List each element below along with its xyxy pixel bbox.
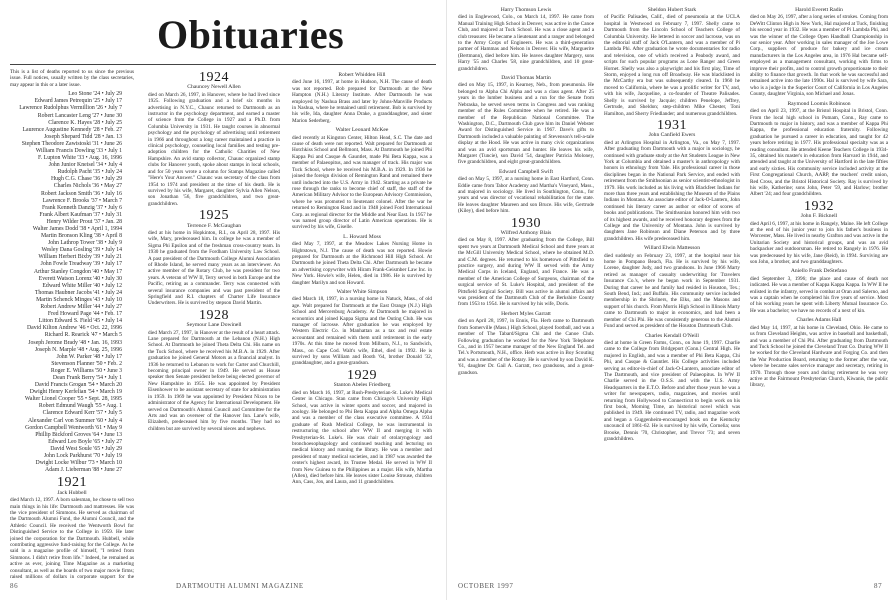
obit-text: died on May 15, 1997, in Kearney, Neb., from pneumonia. He belonged to Alpha Chi Alpha and was a class agent. After 25 years in the lumber business and a run for the Senate from Nebraska, he served seven terms in Congress and was ranking member of the Rules Committee when he retired. He was a member of the Republican National Committee. The Washington, D.C., Dartmouth Club gave him its Daniel Webster Award for Distinguished Service in 1967. Dave's gifts to Dartmouth included a valuable painting of Stevenson's tell-a-tale display at the Hood. He was active in many civic organizations and was an avid sportsman and hunter. He leaves his wife, Margaret (Tuncie), son David '54, daughter Patricia Moloney, five grandchildren, and eight great-grandchildren. bbox=[458, 82, 594, 166]
deaths-list-item: Everett Watson Lorenz '40 • July 30 bbox=[38, 275, 122, 282]
obit-name: L. Howard Moss bbox=[343, 233, 381, 240]
obit-name: Harold Everett Radin bbox=[795, 7, 843, 13]
year-heading-1931: 1931 bbox=[657, 117, 687, 133]
column-6 bbox=[750, 4, 888, 579]
deaths-list-item: Dwight Locke Wilbur '73 • March 10 bbox=[35, 460, 122, 467]
deaths-list-item: Stephen Theodore Zawistoski '31 • June 26 bbox=[21, 140, 122, 147]
obit-name: Willard Elwin Mattesson bbox=[643, 245, 700, 252]
obit-text: died March 27, 1997, in Hanover at the result of a heart attack. Lane prepared for Dartmouth at the Lebanon (N.H.) High School. At Dartmouth he joined Theta Delta Chi. His name on the Tuck School, where he received his M.B.A. in 1929. After graduation he joined General Motors as a financial analyst. In 1936 he returned to Lebanon to work for Carter and Churchill, becoming principal owner in 1949. He served as House speaker then Senate president before being elected governor of New Hampshire in 1955. He was appointed by President Eisenhower to be assistant secretary of state for administration in 1959. In 1969 he was appointed by President Nixon to be administrator of the Agency for International Development. He served on Dartmouth's Alumni Council and Committee for the Arts and was an overseer of the Hanover Inn. Lane's wife, Elizabeth, predeceased him by five months. They had no children but are survived by several nieces and nephews. bbox=[148, 329, 280, 432]
deaths-list-item: Rudolph Pacht '35 • July 24 bbox=[57, 169, 122, 176]
obit-name: Seymour Lane Dowinell bbox=[186, 322, 242, 329]
deaths-list-item: Joseph N. Marple '48 • Aug. 25, 1996 bbox=[34, 346, 122, 353]
deaths-list-item: William Herbert Bixby '39 • July 21 bbox=[38, 254, 122, 261]
deaths-list-item: John W. Parker '48 • July 17 bbox=[56, 353, 122, 360]
column-5 bbox=[604, 4, 740, 579]
page-title: Obituaries bbox=[157, 12, 345, 57]
title-rule bbox=[10, 64, 436, 65]
deaths-list-item: David West Soule '65 • July 29 bbox=[50, 445, 122, 452]
obit-name: Edward Campbell Swift bbox=[498, 168, 554, 175]
deaths-list-item: Roger E. Williams '50 • June 3 bbox=[50, 367, 122, 374]
obit-name: Charles Kendall O'Neill bbox=[645, 332, 699, 339]
deaths-list-item: Richard R. Rearick '47 • March 5 bbox=[44, 332, 122, 339]
obit-text: died on March 16, 1997, at Rush-Presbyterian-St. Luke's Medical Center in Chicago. Stan came from Chicago's University High School, was active in winter sports and soccer, and majored in zoology. He belonged to Phi Beta Kappa and Alpha Omega Alpha and was a member of the class executive committee. A 1934 graduate of Rush Medical College, he was instrumental in restructuring the school after WW II and merging it with Presbyterian-St. Luke's. He was chair of otolaryngology and bronchoesophagology and continued teaching and lecturing on medical history and running the library. He was a member and president of many medical societies, and in 1987 was awarded the center's highest award, its Trustee Medal. He served in WW II from New Guinea to the Philippines as a major. His wife, Martha (Allen), died before him. He leaves sister Louise Strouse, children Ann, Cass, Jon, and Laura, and 11 grandchildren. bbox=[292, 389, 432, 486]
right-page bbox=[450, 0, 896, 600]
obit-text: died May 7, 1997, at the Meadow Lakes Nursing Home in Hightstown, N.J. The cause of death was not reported. Howie prepared for Dartmouth at the Richmond Hill High School. At Dartmouth he joined Theta Delta Chi. After Dartmouth he became an advertising copywriter with Hiram Frank-Geismber Law Inc. in New York. Howie's wife, Helen, died in 1986. He is survived by daughter Marilyn and son Howard. bbox=[292, 241, 432, 286]
obit-name: Terrence F. McGaughan bbox=[187, 222, 241, 229]
deaths-list-item: Wesley Dana Gosling '39 • July 14 bbox=[41, 247, 122, 254]
obit-name: Robert Whidden Hill bbox=[338, 72, 386, 78]
obit-text: died recently at Kingston Center, Hilton Head, S.C. The date and cause of death were not reported. Walt prepared for Dartmouth at Hotchkiss School and Bellmont, Mass. At Dartmouth he joined Phi Kappa Psi and Casque & Gauntlet, made Phi Beta Kappa, was a member of Palaeopitus, and was manager of track. His major was Tuck School, where he received his M.B.A. in 1929. In 1936 he joined the foreign division of Remington Rand and remained there until inducted into the U.S. Army in 1942. Starting as a private he rose through the ranks to become chief of staff, the staff of the American Military Advisor to the European Advisory Commission, where he was promoted to lieutenant colonel. After the war he returned to Remington Rand and in 1948 joined Ford International Corp. as regional director for the Middle and Near East. In 1957 he was named group director of Latin American operations. He is survived by his wife, Giselle. bbox=[292, 134, 432, 231]
deaths-list-item: Walter Lionel Cooper '55 • Sept. 28, 1995 bbox=[24, 396, 122, 403]
obit-text: died on May 26, 1997, after a long series of strokes. Coming from DeWitt Clinton High in New York, Hal majored at Tuck, finishing his second year in 1932. He was a member of Pi Lambda Phi, and was the winner of the College Open Handball Championship in our senior year. After working in sales manager of the Joe Lowe Corp., suppliers of produce for bakery and ice cream manufacturers in the Los Angeles area, in 1976 Hal became self-employed as a management consultant, working with firms to improve their profits, and to control growth proportionate to their ability to finance that growth. In that work he was successful and remained active into the late 1990s. Hal is survived by wife Sara, who is a judge in the Superior Court of California in Los Angeles County, daughter Virginia, son Michael and Jonas. bbox=[750, 14, 888, 98]
deaths-list-item: Clarence K. Hayes '28 • July 25 bbox=[48, 119, 122, 126]
column-2 bbox=[148, 69, 280, 579]
deaths-list-item: Walter James Dodd '38 • April 1, 1994 bbox=[32, 226, 122, 232]
deaths-list-item: Laurence Augustine Kennedy '28 • Feb. 27 bbox=[22, 126, 122, 133]
deaths-list-item: Lawrence Rudolphus Vermillion '26 • July 7 bbox=[19, 105, 122, 112]
deaths-list-item: Gordon Campbell Wentworth '61 • May 9 bbox=[25, 424, 122, 431]
deaths-list-item: Robert Jackson Smith '36 • July 16 bbox=[40, 190, 122, 197]
column-3 bbox=[292, 69, 432, 579]
deaths-list-item: Leo Stone '24 • July 29 bbox=[68, 91, 122, 98]
obit-name: Walter Leonard McKee bbox=[335, 127, 389, 134]
deaths-list-item: Alexander Carl von Summer '60 • July 4 bbox=[27, 417, 122, 424]
deaths-list-item: Clarence Edward Kerr '57 • July 5 bbox=[42, 410, 122, 417]
deaths-list-item: Joseph Shepard Tidd '28 • Jan. 13 bbox=[44, 133, 122, 140]
obit-text: died on April 28, 1997, in Ennis, Fla. Herb came to Dartmouth from Somerville (Mass.) High School, played football, and was a member of The Tabard/Sigma Chi and the Canoe Club. Following graduation he worked for the New York Telephone Co., and in 1957 became manager of the New England Tel. and Tel.'s Portsmouth, N.H., office. Herb was active in Boy Scouting and was a member of the Rotary. He is survived by son David K. '61, daughter Dr. Gail A. Garratt, two grandsons, and a great-grandson. bbox=[458, 318, 594, 376]
obit-name: Raymond Loomis Robinson bbox=[787, 100, 851, 107]
deaths-list-item: Martin Schenck Minges '43 • July 10 bbox=[36, 296, 122, 303]
footer-issue-date: OCTOBER 1997 bbox=[458, 582, 514, 590]
deaths-list-item: William Francis Dowling '33 • July 1 bbox=[35, 147, 122, 154]
year-heading-1929: 1929 bbox=[347, 367, 377, 383]
deaths-list-item: Edward James Petrequin '25 • July 17 bbox=[34, 98, 122, 105]
deaths-list-item: Dean Frank Berry '54 • July 1 bbox=[52, 374, 122, 381]
deaths-list-item: Hugh C.G. Chase '36 • July 29 bbox=[50, 176, 122, 183]
deaths-list-item: Phillip Bickford Groves '64 • June 13 bbox=[35, 431, 122, 438]
deaths-list-item: Joseph Jerome Brady '48 • Jan. 16, 1993 bbox=[28, 339, 122, 346]
deaths-list-item: Stevenson Flanner '50 • Feb. 2 bbox=[51, 360, 122, 367]
obit-name: David Thomas Martin bbox=[501, 75, 551, 82]
obit-name: Herbert Myles Garratt bbox=[501, 310, 551, 317]
obit-text: died at home in Green Farms, Conn., on June 19, 1997. Charlie came to the College from Bridgeport (Conn.) Central High. He majored in English, and was a member of Phi Beta Kappa, Chi Phi, and Casque & Gauntlet. His College activities included serving as editor-in-chief of Jack-O-Lantern, associate editor of The Dartmouth, and vice president of Palaeopitus. In WW II Charlie served in the O.S.S. and with the U.S. Army Headquarters in the E.T.O. Before and after those years he was a writer for newspapers, radio, magazines, and movies until returning from Hollywood to Connecticut to begin work on his first book, Morning Time, an historical novel which was published in 1949. He continued TV, radio, and magazine work and began a Guggenheim-encouraged book on the Kentucky uncouncil of 1861-62. He is survived by his wife, Cornelia; sons Brooke, Dennis '70, Christopher, and Trevor '73; and seven grandchildren. bbox=[604, 339, 740, 442]
year-heading-1930: 1930 bbox=[511, 215, 541, 231]
obit-text: died March 12, 1997. A born salesman, he chose to sell two main things in his life: Dartmouth and mattresses. He was the vice president of Simmons. He served as chairman of the Dartmouth Alumni Fund, the Alumni Council, and the Athletic Council. He received the Wentworth Bowl for Distinguished Service to the College in 1959. He later joined the corporation for the Dartmouth. Hubbell, while contributing aggressive fund-raising for the College. As he said in a magazine profile of himself, "I retired from Simmons. I didn't retire from life." Indeed, he remained as active as ever, joining Time Magazine as a marketing consultant, as well as the boards of two major movie firms; raised millions of dollars in corporate support for the bbox=[10, 497, 134, 579]
deaths-list-item: Dwight Henry Kerfelian '54 • March 19 bbox=[29, 389, 122, 396]
deaths-list-item: Fred Howard Page '44 • Feb. 17 bbox=[47, 311, 122, 318]
obit-name: Harry Thomson Lewis bbox=[500, 7, 552, 13]
deaths-list-item: F. Lupton White '33 • Aug. 16, 1996 bbox=[38, 155, 122, 162]
deaths-list-item: Robert Andrew Miller '44 • July 27 bbox=[40, 304, 122, 311]
left-page bbox=[0, 0, 447, 600]
deaths-list-item: Robert Edmund Waugh '55 • Aug. 1 bbox=[38, 403, 122, 410]
obit-name: Walter White Simpson bbox=[336, 289, 388, 295]
deaths-list-item: David Kilton Andrew '46 • Oct. 22, 1996 bbox=[26, 325, 122, 332]
deaths-list-item: Edward Leo Boyle '65 • July 27 bbox=[48, 438, 122, 445]
obit-name: John F. Bicknell bbox=[800, 213, 838, 220]
obit-text: died at Arlington Hospital in Arlington, Va., on May 7, 1997. After graduating from Dartmouth with a major in sociology, he continued with graduate study at the Art Students League in New York at Columbia and obtained a master's in anthropology with honors in ethnology from Yale. His professional career in those disciplines began in the National Park Service, and ended with retirement from the Smithsonian as senior scientist-ethnologist in 1979. His work included as his living with Blackfeet Indians for more than three years and establishing the Museum of the Plains Indians in Montana. An associate editor of Jack-O-Lantern, John continued his literary career as author or editor of scores of books and publications. The Smithsonian honored him with two of its highest awards, and he received honorary degrees from the College and the University of Montana. John is survived by daughters Jane Robinson and Diane Peterson and by three grandchildren. His wife predeceased him. bbox=[604, 139, 740, 242]
obit-name: Aniello Frank DeStefano bbox=[790, 268, 848, 275]
deaths-list-item: John Lathrop Tower '38 • July 9 bbox=[47, 240, 122, 247]
deaths-list-item: Martin Bronson Kling '38 • April 8 bbox=[40, 233, 122, 240]
deaths-list-item: Frank Albert Kaufman '37 • July 31 bbox=[39, 211, 122, 218]
page-number-left: 86 bbox=[10, 582, 19, 590]
deaths-list-item: Litton Edward S. Field '45 • July 14 bbox=[38, 318, 122, 325]
column-deaths-list bbox=[10, 69, 134, 579]
obit-text: of Pacific Palisades, Calif., died of pneumonia at the UCLA hospital in Westwood on February 7, 1997. Shelly came to Dartmouth from the Lincoln School of Teachers College of Columbia University. He lettered in soccer and lacrosse, was on the editorial staff of Jack O'Lantern, and was a member of Pi Lambda Phi. After graduation he wrote documentaries for radio and television, one of which received a Peabody award, and scripts for such popular programs as Lone Ranger and Green Hornet. Shelly was also a playwright and his first play, Time of Storm, enjoyed a long run off Broadway. He was blacklisted in the McCarthy era but was subsequently cleared. In 1960 he moved to California, where he was a prolific writer for TV, and, with his wife, Jacqueline, a co-founder of Theatre Palisades. Shelly is survived by Jacquie; children Penelope, Jeffrey, Gertrude, and Sheldon; step-children Mike Chester, Toni Hamilton, and Sherry Friedlander; and numerous grandchildren. bbox=[604, 14, 740, 117]
deaths-list-item: Thomas Haubner Jacobs '41 • July 24 bbox=[34, 289, 122, 296]
obit-name: Stanton Abeles Friedberg bbox=[333, 382, 391, 389]
footer-magazine-title: DARTMOUTH ALUMNI MAGAZINE bbox=[176, 582, 304, 590]
deaths-list-item: Frank Kenneth Danzig '37 • July 6 bbox=[41, 204, 122, 211]
deaths-list-item: Adam J. Lieberman '88 • June 27 bbox=[45, 467, 122, 474]
obit-text: died on May 8, 1997. After graduating from the College, Bill spent two years at Dartmouth Medical School and three years at the McGill University Medical School, where he obtained M.D. and C.M. degrees. He returned to his hometown of Pittsfield to practice surgery, and during WW II served with the Army Medical Corps in Iceland, England, and France. He was a member of the American College of Surgeons, chairman of the surgical service of St. Luke's Hospital, and president of the Pittsfield Surgical Society. Bill was active in alumni affairs and was president of the Dartmouth Club of the Berkshire County from 1953 to 1954. He is survived by his wife, Doris. bbox=[458, 237, 594, 308]
deaths-list-item: Lawrence F. Brooks '37 • March 7 bbox=[42, 197, 122, 204]
obit-text: died March 18, 1997, in a nursing home in Natuck, Mass., of old age. Walt prepared for Dartmouth at the East Orange (N.J.) High School and Mercersburg Academy. At Dartmouth he majored in economics and joined Kappa Sigma and the Outing Club. He was manager of lacrosse. After graduation he was employed by Western Electric Co. in Manhattan as a tax and real estate accountant and remained with them until retirement in the early 1970s. At this time he moved from Milburn, N.J., to Sandwich, Mass., on Cape Cod. Walt's wife, Ethel, died in 1992. He is survived by sons William and Booth '64, brother Donald '32, granddaughter, and a great-grandson. bbox=[292, 296, 432, 367]
column-4 bbox=[458, 4, 594, 579]
obit-text: died May 14, 1997, at his home in Cleveland, Ohio. He came to us from Cleveland Heights, was active in baseball and basketball, and was a member of Chi Phi. After graduating from Dartmouth and Tuck School he joined the Cleveland Trust Co. During WW II he worked for the Cleveland Hardware and Forging Co. and then the War Production Board, returning to the former after the war, where he became sales service manager and secretary, retiring in 1970. Through those years and during retirement he was very active at the Fairmount Presbyterian Church, Kiwanis, the public library, bbox=[750, 324, 888, 389]
year-heading-1921: 1921 bbox=[57, 475, 87, 491]
obit-text: died September 3, 1996; the place and cause of death not indicated. He was a member of Kappa Kappa Kappa. In WW II he enlisted in the infantry, served in combat at Oran and Salerno, and was a captain when he completed his five years of service. Most of his working years he spent with Liberty Mutual Insurance Co. He was a bachelor; we have no records of a next of kin. bbox=[750, 275, 888, 314]
obit-name: Jack Hubbell bbox=[57, 489, 87, 496]
deaths-list-item: Arthur Stanley Congdon '40 • May 17 bbox=[33, 268, 122, 275]
page-number-right: 87 bbox=[874, 582, 883, 590]
year-heading-1925: 1925 bbox=[199, 208, 229, 224]
obit-name: John Canfield Ewers bbox=[648, 132, 696, 139]
obit-text: died June 16, 1997, at home in Hudson, N.H. The cause of death was not reported. Bob prepared for Dartmouth at the New Hampton (N.H.) Literary Institute. After Dartmouth he was employed by Nashua Brass and later by Johns-Manville Products in Nashua, where he remained until retirement. Bob is survived by his wife, Ida, daughter Anna Drake, a granddaughter, and sister Marion Sederberg. bbox=[292, 79, 432, 124]
obit-text: died at his home in Hopkinton, R.I., on April 28, 1997. His wife, Mary, predeceased him. In college he was a member of Sigma Phi Epsilon and of the freshman cross-country team. In 1930 he graduated from the Fordham University Law School. A past president of the Dartmouth College Alumni Association of Rhode Island, he served many years as an interviewer. An active member of the Rotary Club, he was president for two years. A veteran of WW II, Terry served in both Europe and the Pacific, retiring as a commander. Terry was connected with several insurance companies and was past president of the Springfield and R.I. chapters of Charter Life Insurance Underwriters. He is survived by stepson David Martin. bbox=[148, 229, 280, 307]
obit-name: Wilfred Anthony Blais bbox=[500, 230, 552, 236]
obit-text: died suddenly on February 23, 1997, at the hospital near his home in Pompano Beach, Fla. He is survived by his wife, Lorene, daughter Judy, and two grandsons. In June 1966 Marty retired as manager of casualty underwriting for Travelers Insurance Co.'s, where he began work in September 1931. During that career he and family had resided in Houston, Tex.; South Bend, Ind.; and Buffalo. His community service included membership in the Shriners, the Elks, and the Masons and support of his church. From Morris High School in Illinois Marty came to Dartmouth to major in economics, and had been a member of Chi Phi. He was consistently generous to the Alumni Fund and served as president of the Houston Dartmouth Club. bbox=[604, 252, 740, 330]
obit-text: died April 6, 1997, at his home in Rangely, Maine. He left College at the end of his junior year to join his father's business in Worcester, Mass. He lived in nearby Grafton and was active in the Unitarian Society and historical groups, and was an avid backpacker and outdoorsman. He retired to Rangely in 1976. He was predeceased by his wife, Jane (Reid), in 1994. Surviving are son John, a brother, and two granddaughters. bbox=[750, 220, 888, 266]
obit-name: Chauncey Newell Allen bbox=[187, 84, 241, 91]
obit-text: died on May 5, 1997, at a nursing home in East Hartford, Conn. Eddie came from Tabor Academy and Martha's Vineyard, Mass., and majored in sociology. He lived in Southington, Conn., for years and was director of vocational rehabilitation for the state. He leaves daughter Maureen and son Bruce. His wife, Gertrude (Kiley), died before him. bbox=[458, 176, 594, 215]
year-heading-1932: 1932 bbox=[804, 198, 834, 214]
deaths-list-item: Charles Nichols '36 • May 27 bbox=[53, 183, 122, 190]
deaths-list-item: Robert Lancaster Leng '27 • June 30 bbox=[37, 112, 122, 119]
deaths-list-item: John Junior Kneisel '34 • July 4 bbox=[48, 162, 122, 169]
obit-text: died on April 23, 1997, at the Bristol Hospital in Bristol, Conn. From the local high school in Putnam, Conn., Ray came to Dartmouth to major in history, and was a member of Kappa Phi Kappa, the professional education fraternity. Following graduation he pursued a career in education, and taught for 42 years before retiring in 1977. His professional specialty was as a reading consultant. He attended Keene Teachers College in 1934-35, obtained his master's in education from Harvard in 1944, and attended and taught at the University of Hartford in the late fifties and early sixties. His community service included activity at the First Congregational Church, AARP, the teachers' credit union, Red Cross, and the Bristol Historical Society. Ray is survived by his wife, Katherine; sons John, Peter '59, and Harlow; brother Albert '24; and four grandchildren. bbox=[750, 108, 888, 198]
deaths-list-item: John Lock Parkhurst '70 • July 19 bbox=[43, 453, 122, 459]
year-heading-1928: 1928 bbox=[199, 307, 229, 323]
obit-text: died in Englewood, Colo., on March 14, 1997. He came from Manual Training High School in Denver, was active in the Canoe Club, and majored at Tuck School. He was a close agent and a club treasurer. He became a lieutenant and a ranger and belonged to the Army Corps of Engineers. He was a third-generation partner of Hammas and Nelson in Denver. His wife, Marguerite (Bertmann), died before him. He leaves daughter Margery, sons Harry '55 and Charles '58, nine grandchildren, and 10 great-grandchildren. bbox=[458, 14, 594, 72]
obit-text: died on March 26, 1997, in Hanover, where he had lived since 1925. Following graduation and a brief six months in advertising in N.Y.C., Chaunc returned to Dartmouth as an instructor in the psychology department, and earned a master of science from the College in 1927 and a Ph.D. from Columbia University in 1931. He taught courses in abnormal psychology and the psychology of advertising until retirement in 1966 and throughout a long career maintained a practice in clinical psychology, counseling local families and testing pre-adoption children for the Catholic Charities of New Hampshire. An avid stamp collector, Chaunc organized stamp clubs for Hanover youth, spoke about stamps in local schools, and for 50 years wrote a column for Stamps Magazine called "Here's Your Answer." Chaunc was secretary of the class from 1954 to 1974 and president at the time of his death. He is survived by his wife, Margaret, daughter Sylvia Allen Nelson, son Jonathan '56, five grandchildren, and two great-grandchildren. bbox=[148, 91, 280, 207]
intro-text: This is a list of deaths reported to us since the previous issue. Full notices, usually written by the class secretaries, may appear in this or a later issue. bbox=[10, 69, 134, 88]
obit-name: Charles Adams Hall bbox=[796, 317, 842, 324]
deaths-list-item: Henry Wilder Prout '37 • Jan. 28 bbox=[46, 218, 122, 225]
obit-name: Sheldon Hubert Stark bbox=[647, 7, 697, 13]
deaths-list-item: David Francis Grogan '54 • March 20 bbox=[34, 382, 122, 389]
year-heading-1924: 1924 bbox=[199, 70, 229, 85]
deaths-list-item: John Fowle Treadway '39 • July 17 bbox=[40, 261, 122, 268]
deaths-list-item: Edward White Miller '40 • July 12 bbox=[42, 282, 122, 289]
deaths-list bbox=[10, 91, 134, 474]
